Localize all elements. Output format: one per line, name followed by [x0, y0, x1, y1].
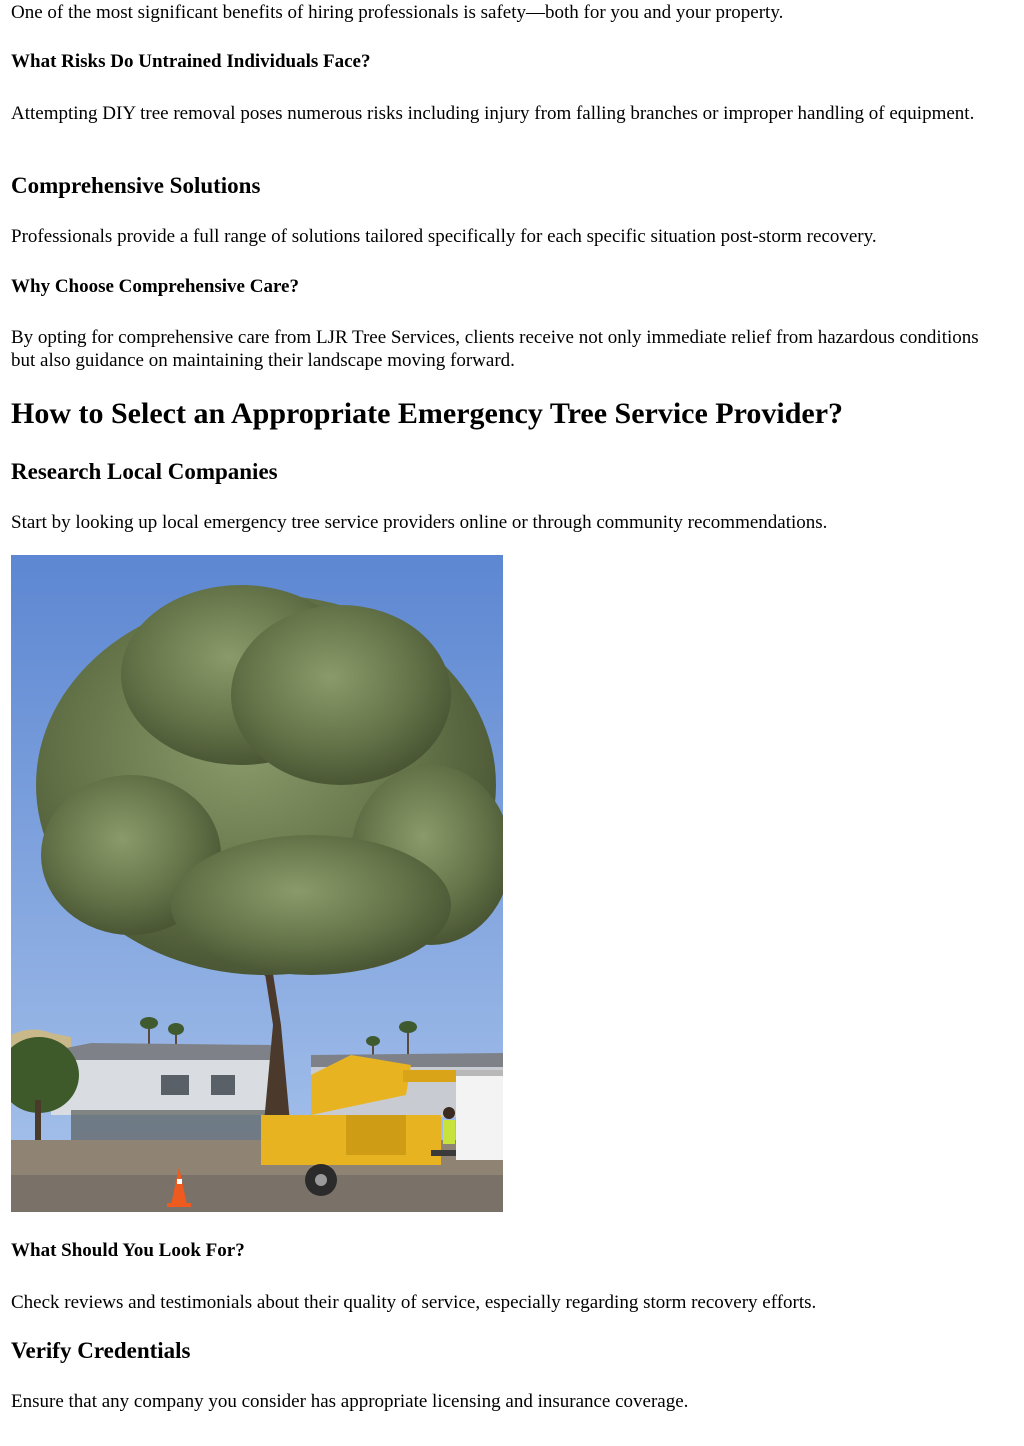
look-for-heading: What Should You Look For? — [11, 1240, 245, 1261]
why-choose-heading: Why Choose Comprehensive Care? — [11, 276, 299, 297]
risks-heading: What Risks Do Untrained Individuals Face? — [11, 51, 371, 72]
comprehensive-paragraph: Professionals provide a full range of solutions tailored specifically for each specific situation post-storm recovery. — [11, 226, 877, 247]
verify-credentials-heading: Verify Credentials — [11, 1338, 191, 1363]
verify-paragraph: Ensure that any company you consider has appropriate licensing and insurance coverage. — [11, 1391, 689, 1412]
tree-service-photo — [11, 555, 503, 1212]
select-provider-heading: How to Select an Appropriate Emergency Tree Service Provider? — [11, 397, 844, 430]
why-choose-paragraph: By opting for comprehensive care from LJR Tree Services, clients receive not only immediate relief from hazardous conditions but also guidance on maintaining their landscape moving forward. — [11, 327, 979, 371]
safety-paragraph: One of the most significant benefits of hiring professionals is safety—both for you and your property. — [11, 2, 784, 23]
look-for-paragraph: Check reviews and testimonials about their quality of service, especially regarding storm recovery efforts. — [11, 1292, 817, 1313]
risks-paragraph: Attempting DIY tree removal poses numerous risks including injury from falling branches or improper handling of equipment. — [11, 103, 975, 124]
research-heading: Research Local Companies — [11, 459, 278, 484]
comprehensive-solutions-heading: Comprehensive Solutions — [11, 173, 261, 198]
tree-with-wood-chipper-image — [11, 555, 503, 1212]
research-paragraph: Start by looking up local emergency tree service providers online or through community recommendations. — [11, 512, 828, 533]
